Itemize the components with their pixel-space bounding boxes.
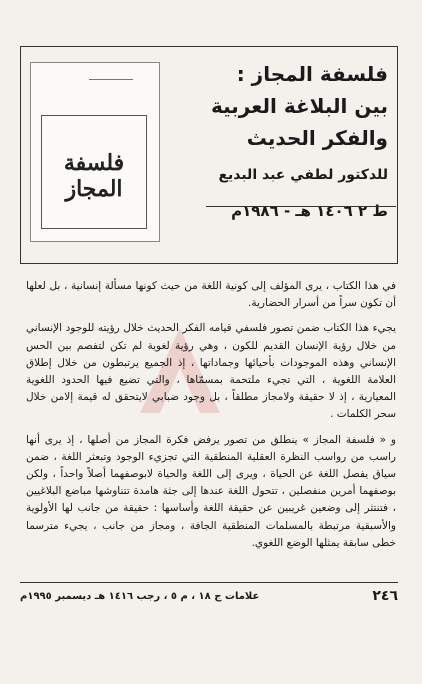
journal-citation: علامات ج ١٨ ، م ٥ ، رجب ١٤١٦ هـ ديسمبر ١٩٩٥م bbox=[20, 591, 260, 602]
article-body bbox=[26, 278, 396, 560]
book-title-line-3: والفكر الحديث bbox=[246, 126, 388, 150]
paragraph-3: و « فلسفة المجاز » ينطلق من تصور يرفض فكرة المجاز من أصلها ، إذ يرى أنها راسب من رواسب النظرة العقلية المنطقية التي تجزيء الوجود وتبعثر اللغة ، ضمن سياق يفصل اللغة عن الحياة ، ويرى إلى اللغة والحياة لابوصفهما أصلاً واحداً ، ولكن بوصفهما أمرين منفصلين ، تتحول اللغة عندها إلى جثة هامدة تتناوشها مباضع البلاغيين ، فتنتثر إلى وضعين غريبين عن حقيقة اللغة وأساسها : حقيقة من جانب لها الأولوية والأسبقية مرتبطة بالمسلمات المنطقية الجافة ، ومجاز من جانب ، يجيء مترسما خطى سابقة يمثلها الوضع اللغوي. bbox=[26, 433, 396, 549]
page-footer bbox=[20, 588, 398, 608]
author-separator bbox=[206, 206, 396, 207]
footer-divider bbox=[20, 582, 398, 583]
paragraph-2: يجيء هذا الكتاب ضمن تصور فلسفي قيامه الفكر الحديث خلال رؤيته للوجود الإنساني من خلال رؤية الإنسان القديم للكون ، وهي رؤية لغوية لم تكن لتفصم بين الحس الإنساني وهذه الموجودات بأحيائها وجماداتها ، إذ الجميع يرتبطون من خلال إطلاق العلامة اللغوية ، التي تجيء ملتحمة بمسمّاها ، والتي تضيع فيها الحدود اللغوية المعيارية ، إذ لا حقيقة ولامجاز مطلقاً ، بل وجود ضبابي لايتحقق له قيمة إلامن خلال سحر الكلمات . bbox=[26, 322, 396, 421]
book-title-block bbox=[178, 58, 388, 222]
cover-publisher-mark bbox=[89, 73, 133, 80]
paragraph-1: في هذا الكتاب ، يرى المؤلف إلى كونية اللغة من حيث كونها مسألة إنسانية ، بل لعلها أن تكون سراً من أسرار الحضارية. bbox=[26, 280, 396, 310]
book-cover-image bbox=[30, 62, 160, 242]
book-title-line-1: فلسفة المجاز : bbox=[236, 62, 388, 86]
book-title-line-2: بين البلاغة العربية bbox=[210, 94, 388, 118]
cover-frame bbox=[41, 115, 147, 229]
book-edition: ط ٢ ١٤٠٦ هـ - ١٩٨٦م bbox=[231, 202, 388, 220]
book-author: للدكتور لطفي عبد البديع bbox=[218, 167, 388, 183]
page-number: ٢٤٦ bbox=[372, 588, 398, 604]
cover-title: فلسفة المجاز bbox=[63, 150, 125, 202]
